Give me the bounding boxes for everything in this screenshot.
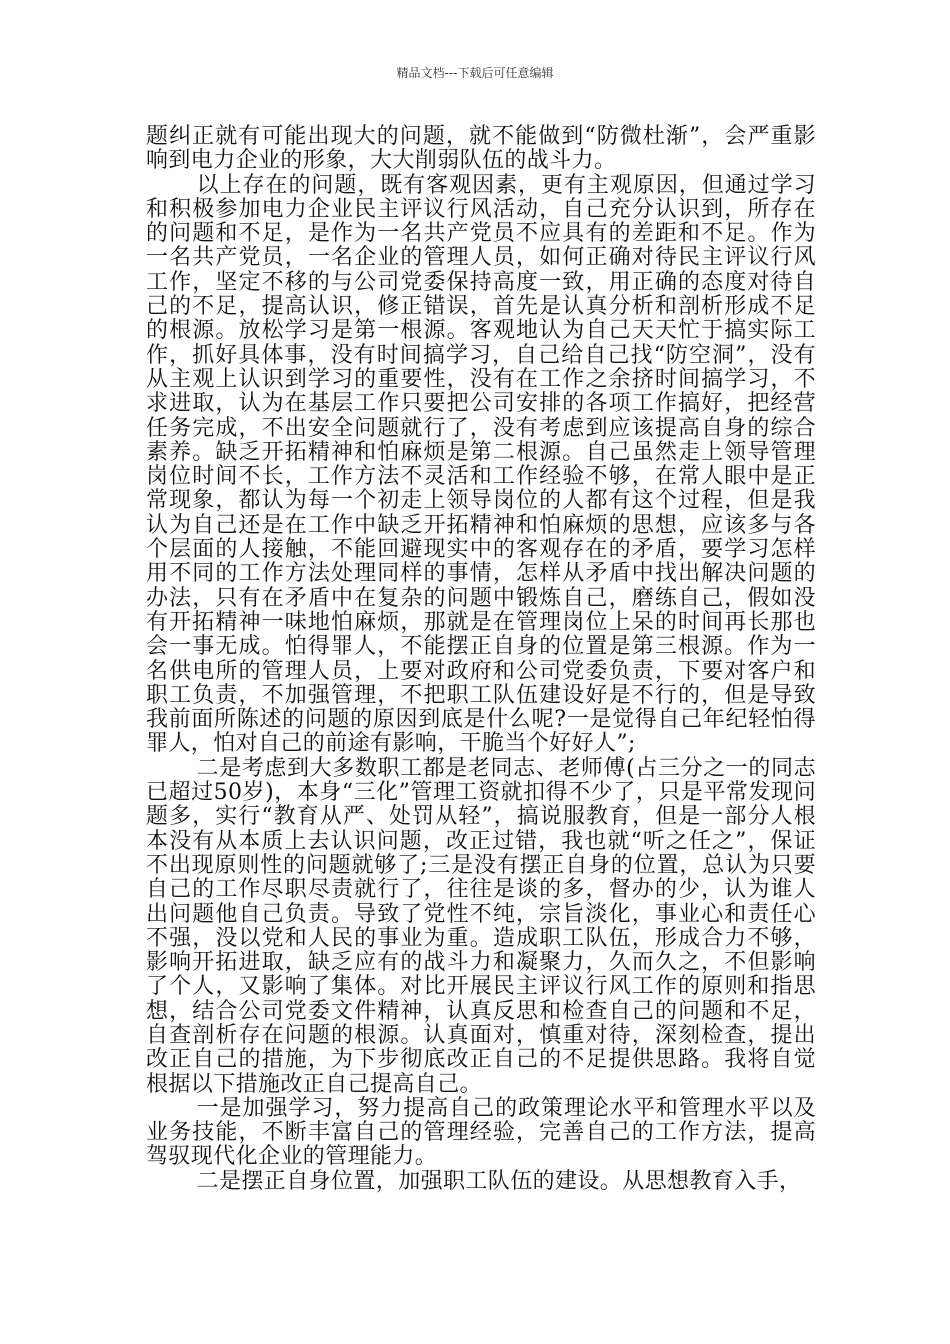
paragraph-3: 二是考虑到大多数职工都是老同志、老师傅(占三分之一的同志已超过50岁)，本身“三化”管理工资就扣得不少了，只是平常发现问题多，实行“教育从严、处罚从轻”，搞说服教育，但是一部分人根本没有从本质上去认识问题，改正过错，我也就“听之任之”，保证不出现原则性的问题就够了;三是没有摆正自身的位置，总认为只要自己的工作尽职尽责就行了，往往是谈的多，督办的少，认为谁人出问题他自己负责。导致了党性不纯，宗旨淡化，事业心和责任心不强，没以党和人民的事业为重。造成职工队伍，形成合力不够，影响开拓进取，缺乏应有的战斗力和凝聚力，久而久之，不但影响了个人，又影响了集体。对比开展民主评议行风工作的原则和指思想，结合公司党委文件精神，认真反思和检查自己的问题和不足，自查剖析存在问题的根源。认真面对，慎重对待，深刻检查，提出改正自己的措施，为下步彻底改正自己的不足提供思路。我将自觉根据以下措施改正自己提高自己。 xyxy=(146,755,816,1097)
page-header: 精品文档---下载后可任意编辑 xyxy=(396,66,554,80)
paragraph-4: 一是加强学习，努力提高自己的政策理论水平和管理水平以及业务技能，不断丰富自己的管理经验，完善自己的工作方法，提高驾驭现代化企业的管理能力。 xyxy=(146,1095,816,1170)
document-body xyxy=(146,125,816,1194)
paragraph-2: 以上存在的问题，既有客观因素，更有主观原因，但通过学习和积极参加电力企业民主评议行风活动，自己充分认识到，所存在的问题和不足，是作为一名共产党员不应具有的差距和不足。作为一名共产党员，一名企业的管理人员，如何正确对待民主评议行风工作，坚定不移的与公司党委保持高度一致，用正确的态度对待自己的不足，提高认识，修正错误，首先是认真分析和剖析形成不足的根源。放松学习是第一根源。客观地认为自己天天忙于搞实际工作，抓好具体事，没有时间搞学习，自己给自己找“防空洞”，没有从主观上认识到学习的重要性，没有在工作之余挤时间搞学习，不求进取，认为在基层工作只要把公司安排的各项工作搞好，把经营任务完成，不出安全问题就行了，没有考虑到应该提高自身的综合素养。缺乏开拓精神和怕麻烦是第二根源。自己虽然走上领导管理岗位时间不长，工作方法不灵活和工作经验不够，在常人眼中是正常现象，都认为每一个初走上领导岗位的人都有这个过程，但是我认为自己还是在工作中缺乏开拓精神和怕麻烦的思想，应该多与各个层面的人接触，不能回避现实中的客观存在的矛盾，要学习怎样用不同的工作方法处理同样的事情，怎样从矛盾中找出解决问题的办法，只有在矛盾中在复杂的问题中锻炼自己，磨练自己，假如没有开拓精神一味地怕麻烦，那就是在管理岗位上呆的时间再长那也会一事无成。怕得罪人，不能摆正自身的位置是第三根源。作为一名供电所的管理人员，上要对政府和公司党委负责，下要对客户和职工负责，不加强管理，不把职工队伍建设好是不行的，但是导致我前面所陈述的问题的原因到底是什么呢?一是觉得自己年纪轻怕得罪人，怕对自己的前途有影响，干脆当个好好人”; xyxy=(146,172,816,757)
paragraph-5: 二是摆正自身位置，加强职工队伍的建设。从思想教育入手， xyxy=(196,1168,802,1194)
paragraph-1: 题纠正就有可能出现大的问题，就不能做到“防微杜渐”，会严重影响到电力企业的形象，大大削弱队伍的战斗力。 xyxy=(146,124,816,174)
